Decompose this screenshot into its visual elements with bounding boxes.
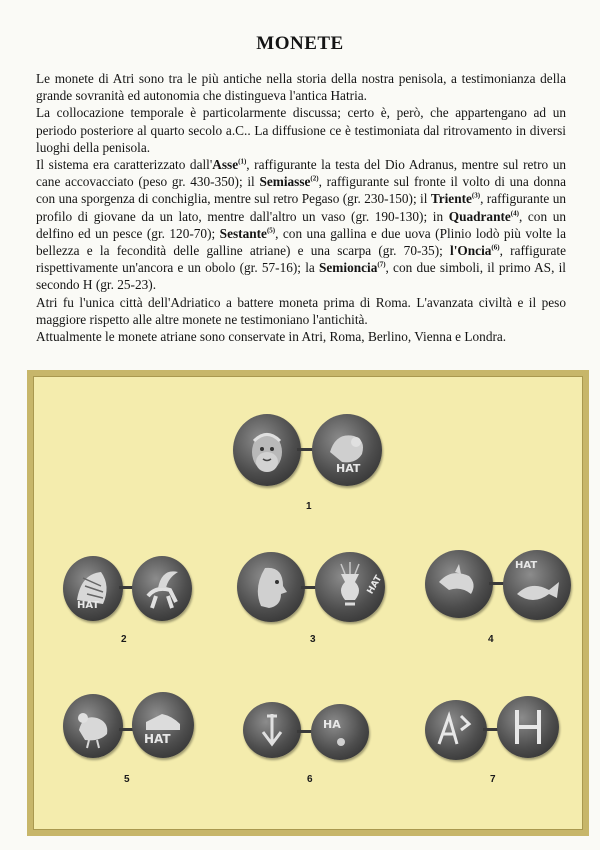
p3-text-3: , raffigurante sul fronte il volto di una donna con una sporgenza di conchiglia, mentre sul retro Pegaso (gr. 230-150); il bbox=[36, 174, 566, 207]
shell-woman-icon bbox=[63, 556, 123, 621]
anchor-icon bbox=[243, 702, 301, 758]
coin-1-obverse bbox=[233, 414, 301, 486]
paragraph-2: La collocazione temporale è particolarmente discussa; certo è, però, che appartengano ad un periodo posteriore al quarto secolo a.C.. La diffusione ce è testimoniata dal ritrovamento in diversi luoghi della penisola. bbox=[36, 105, 566, 155]
paragraph-3 bbox=[36, 156, 566, 294]
hen-icon bbox=[63, 694, 123, 758]
term-semiasse: Semiasse bbox=[259, 174, 311, 190]
paragraph-4: Atri fu l'unica città dell'Adriatico a battere moneta prima di Roma. L'avanzata civiltà e il peso maggiore rispetto alle altre monete ne testimoniano l'antichità. bbox=[36, 294, 566, 327]
p3-text-7: , raffigurate rispettivamente un'ancora e un obolo (gr. 57-16); la bbox=[36, 243, 566, 276]
term-asse: Asse bbox=[212, 157, 239, 173]
term-quadrante: Quadrante bbox=[448, 208, 511, 224]
coin-3-number: 3 bbox=[310, 634, 316, 645]
coin-6-reverse bbox=[311, 704, 369, 760]
p3-text-5: , con un delfino ed un pesce (gr. 120-70); bbox=[36, 208, 566, 241]
paragraph-1: Le monete di Atri sono tra le più antiche nella storia della nostra penisola, a testimonianza della grande sovranità ed autonomia che distingueva l'antica Hatria. bbox=[36, 71, 566, 104]
note-1: (1) bbox=[238, 157, 247, 166]
coin-7-reverse bbox=[497, 696, 559, 758]
coin-2-reverse bbox=[132, 556, 192, 621]
p3-text-1: Il sistema era caratterizzato dall' bbox=[36, 157, 213, 173]
note-4: (4) bbox=[510, 209, 519, 218]
coin-4-reverse bbox=[503, 550, 571, 620]
term-oncia: l'Oncia bbox=[450, 243, 492, 259]
adranus-head-icon bbox=[233, 414, 301, 486]
pegasus-icon bbox=[132, 556, 192, 621]
coin-6-legend: HA bbox=[323, 718, 341, 731]
coin-1-number: 1 bbox=[306, 501, 312, 512]
coin-4-number: 4 bbox=[488, 634, 494, 645]
p3-text-4: , raffigurante un profilo di giovane da un lato, mentre dall'altro un vaso (gr. 190-130); in bbox=[36, 191, 566, 224]
coin-3-obverse bbox=[237, 552, 305, 622]
young-profile-icon bbox=[237, 552, 305, 622]
coin-plate bbox=[27, 370, 589, 836]
coin-4-obverse bbox=[425, 550, 493, 618]
term-sestante: Sestante bbox=[219, 225, 267, 241]
obol-icon bbox=[311, 704, 369, 760]
coin-7-obverse bbox=[425, 700, 487, 760]
note-3: (3) bbox=[471, 192, 481, 200]
coin-7-number: 7 bbox=[490, 774, 496, 785]
dog-icon bbox=[312, 414, 382, 486]
coin-5-number: 5 bbox=[124, 774, 130, 785]
term-triente: Triente bbox=[430, 191, 472, 207]
note-2: (2) bbox=[310, 174, 319, 183]
p3-text-6: , con una gallina e due uova (Plinio lodò più volte la bellezza e la fecondità delle galline atriane) e una scarpa (gr. 70-35); bbox=[36, 225, 567, 259]
note-6: (6) bbox=[491, 243, 500, 252]
coin-4-legend: HAT bbox=[515, 560, 538, 571]
coin-3-reverse bbox=[315, 552, 385, 622]
paragraph-5: Attualmente le monete atriane sono conservate in Atri, Roma, Berlino, Vienna e Londra. bbox=[36, 329, 507, 345]
page-title: MONETE bbox=[256, 33, 344, 54]
coin-5-obverse bbox=[63, 694, 123, 758]
coin-2-obverse bbox=[63, 556, 123, 621]
coin-2-legend: HAT bbox=[77, 600, 100, 611]
term-semioncia: Semioncia bbox=[319, 260, 378, 276]
p3-text-8: , con due simboli, il primo AS, il secondo H (gr. 25-23). bbox=[36, 260, 566, 293]
coin-3-legend: HAT bbox=[365, 573, 385, 597]
coin-5-reverse bbox=[132, 692, 194, 758]
shoe-icon bbox=[132, 692, 194, 758]
coin-2-number: 2 bbox=[121, 634, 127, 645]
coin-6-obverse bbox=[243, 702, 301, 758]
coin-5-legend: HAT bbox=[144, 732, 171, 746]
body-text bbox=[36, 70, 566, 345]
coin-1-reverse bbox=[312, 414, 382, 486]
p3-text-2: , raffigurante la testa del Dio Adranus, mentre sul retro un cane accovacciato (peso gr. 430-350); il bbox=[36, 157, 566, 190]
coin-6-number: 6 bbox=[307, 774, 313, 785]
as-symbol-icon bbox=[425, 700, 487, 760]
note-5: (5) bbox=[266, 226, 276, 235]
dolphin-icon bbox=[425, 550, 493, 618]
coin-1-legend: HAT bbox=[336, 462, 361, 475]
note-7: (7) bbox=[377, 260, 386, 269]
h-symbol-icon bbox=[497, 696, 559, 758]
